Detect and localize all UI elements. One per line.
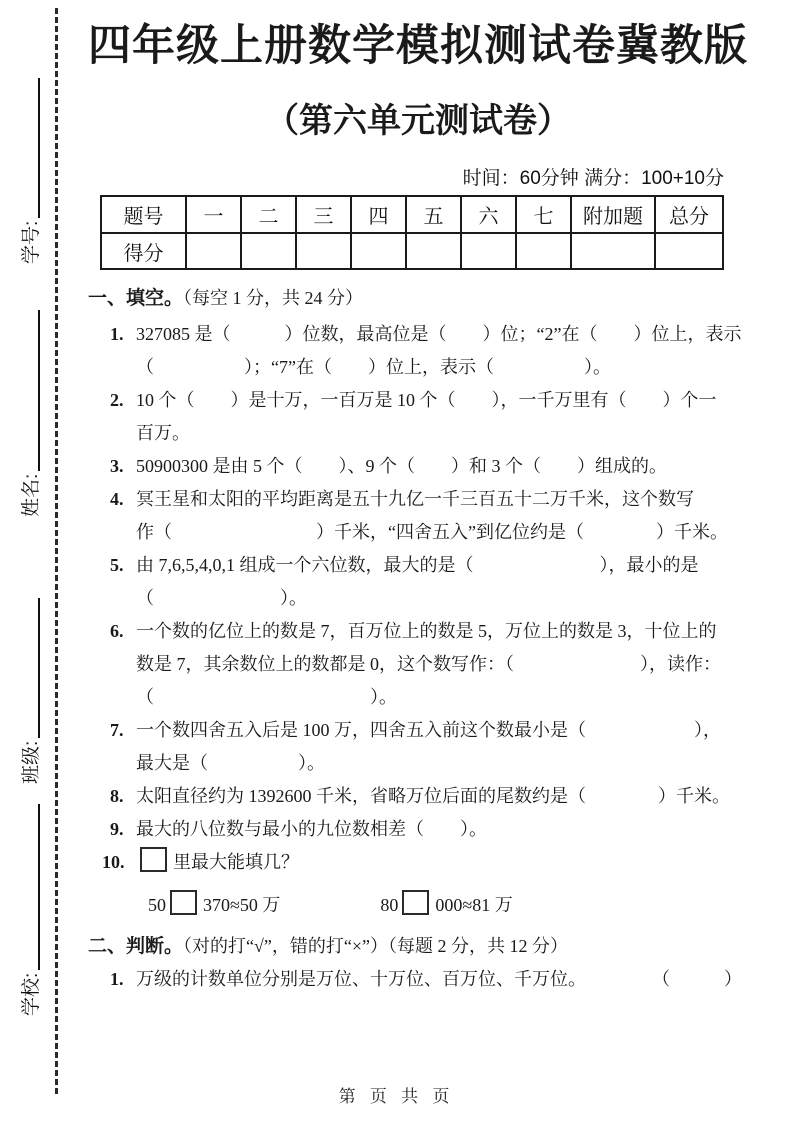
- question-6-line-3: [88, 681, 748, 714]
- header-cell-7: 七: [516, 196, 571, 233]
- page-title: 四年级上册数学模拟测试卷冀教版: [88, 22, 748, 70]
- section-2-heading: [88, 933, 748, 960]
- name-blank-line: [38, 310, 40, 471]
- header-cell-5: 五: [406, 196, 461, 233]
- page-subtitle: （第六单元测试卷）: [265, 102, 571, 140]
- question-7-line-2: [88, 747, 748, 780]
- school-blank-line: [38, 804, 40, 970]
- question-5-text: 由 7,6,5,4,0,1 组成一个六位数，最大的是（ ），最小的是: [136, 555, 699, 575]
- question-7-text-cont: 最大是（ ）。: [136, 753, 325, 773]
- question-1-line-2: [88, 351, 748, 384]
- expression-2-prefix: 80: [380, 895, 399, 915]
- section-1-heading: [88, 285, 748, 312]
- sidebar-field-class: [14, 598, 44, 784]
- score-row-label: 得分: [101, 233, 186, 269]
- class-label: 班级:: [20, 740, 42, 784]
- judge-question-1-number: 1.: [110, 969, 124, 989]
- page-footer: 第 页 共 页: [338, 1087, 455, 1106]
- question-2-text-cont: 百万。: [136, 423, 190, 443]
- header-cell-bonus: 附加题: [571, 196, 655, 233]
- fill-box-icon: [402, 890, 429, 915]
- student-number-blank-line: [38, 78, 40, 218]
- fill-in-questions: [88, 318, 748, 925]
- question-3-line-1: [88, 450, 748, 483]
- fill-box-icon: [170, 890, 197, 915]
- header-cell-4: 四: [351, 196, 406, 233]
- question-6-line-1: [88, 615, 748, 648]
- header-cell-3: 三: [296, 196, 351, 233]
- fill-box-icon: [140, 847, 167, 872]
- question-2-number: 2.: [110, 390, 124, 410]
- header-cell-question-number: 题号: [101, 196, 186, 233]
- exam-paper: [88, 0, 748, 996]
- question-10-text: 里最大能填几？: [173, 852, 299, 872]
- score-table-score-row: [101, 233, 723, 269]
- score-table: [100, 195, 724, 270]
- score-cell: [351, 233, 406, 269]
- score-cell: [406, 233, 461, 269]
- score-cell: [571, 233, 655, 269]
- score-cell: [461, 233, 516, 269]
- question-6-text-cont: 数是 7，其余数位上的数都是 0，这个数写作：（ ），读作：: [136, 654, 721, 674]
- question-4-text-cont: 作（ ）千米，“四舍五入”到亿位约是（ ）千米。: [136, 522, 728, 542]
- expression-1-suffix: 370≈50 万: [203, 895, 281, 915]
- question-5-text-cont: （ ）。: [136, 588, 307, 608]
- question-3-number: 3.: [110, 456, 124, 476]
- class-blank-line: [38, 598, 40, 738]
- question-4-text: 冥王星和太阳的平均距离是五十九亿一千三百五十二万千米，这个数写: [136, 489, 694, 509]
- question-1-number: 1.: [110, 324, 124, 344]
- question-6-number: 6.: [110, 621, 124, 641]
- question-7-line-1: [88, 714, 748, 747]
- question-1-text-cont: （ ）；“7”在（ ）位上，表示（ ）。: [136, 357, 611, 377]
- expression-1-prefix: 50: [148, 895, 166, 915]
- score-cell: [296, 233, 351, 269]
- question-1-text: 327085 是（ ）位数，最高位是（ ）位；“2”在（ ）位上，表示: [136, 324, 742, 344]
- question-10-number: 10.: [102, 852, 125, 872]
- question-7-text: 一个数四舍五入后是 100 万，四舍五入前这个数最小是（ ），: [136, 720, 721, 740]
- question-9-line-1: [88, 813, 748, 846]
- question-5-number: 5.: [110, 555, 124, 575]
- question-8-line-1: [88, 780, 748, 813]
- question-6-text-cont-2: （ ）。: [136, 687, 397, 707]
- judge-question-1: [88, 963, 748, 996]
- question-2-text: 10 个（ ）是十万，一百万是 10 个（ ），一千万里有（ ）个一: [136, 390, 717, 410]
- question-4-line-2: [88, 516, 748, 549]
- question-5-line-1: [88, 549, 748, 582]
- question-6-text: 一个数的亿位上的数是 7，百万位上的数是 5，万位上的数是 3，十位上的: [136, 621, 717, 641]
- score-cell: [241, 233, 296, 269]
- expression-2-suffix: 000≈81 万: [435, 895, 513, 915]
- question-3-text: 50900300 是由 5 个（ ）、9 个（ ）和 3 个（ ）组成的。: [136, 456, 667, 476]
- name-label: 姓名:: [20, 473, 42, 517]
- sidebar-field-school: [14, 804, 44, 1016]
- section-2-note: （对的打“√”，错的打“×”）（每题 2 分，共 12 分）: [183, 936, 569, 956]
- sidebar-field-student-number: [14, 78, 44, 264]
- question-8-number: 8.: [110, 786, 124, 806]
- question-10-expressions: [88, 885, 748, 925]
- question-9-number: 9.: [110, 819, 124, 839]
- question-4-number: 4.: [110, 489, 124, 509]
- section-1-title: 一、填空。: [88, 288, 184, 309]
- header-cell-total: 总分: [655, 196, 723, 233]
- judge-question-1-text: 万级的计数单位分别是万位、十万位、百万位、千万位。: [136, 969, 586, 989]
- score-table-header-row: [101, 196, 723, 233]
- question-9-text: 最大的八位数与最小的九位数相差（ ）。: [136, 819, 487, 839]
- section-1-note: （每空 1 分，共 24 分）: [183, 288, 364, 308]
- sidebar-field-name: [14, 310, 44, 517]
- header-cell-6: 六: [461, 196, 516, 233]
- binding-dashed-line: [55, 8, 58, 1094]
- question-5-line-2: [88, 582, 748, 615]
- question-7-number: 7.: [110, 720, 124, 740]
- section-2-title: 二、判断。: [88, 936, 184, 957]
- judge-question-1-answer-blank: （ ）: [652, 969, 742, 989]
- question-4-line-1: [88, 483, 748, 516]
- question-2-line-2: [88, 417, 748, 450]
- score-cell: [516, 233, 571, 269]
- question-10-line-1: [88, 846, 748, 879]
- question-1-line-1: [88, 318, 748, 351]
- header-cell-2: 二: [241, 196, 296, 233]
- question-2-line-1: [88, 384, 748, 417]
- question-8-text: 太阳直径约为 1392600 千米，省略万位后面的尾数约是（ ）千米。: [136, 786, 730, 806]
- score-cell: [186, 233, 241, 269]
- student-number-label: 学号:: [20, 220, 42, 264]
- score-cell: [655, 233, 723, 269]
- school-label: 学校:: [20, 972, 42, 1016]
- exam-time-score-info: 时间：60分钟 满分：100+10分: [462, 168, 724, 189]
- header-cell-1: 一: [186, 196, 241, 233]
- question-6-line-2: [88, 648, 748, 681]
